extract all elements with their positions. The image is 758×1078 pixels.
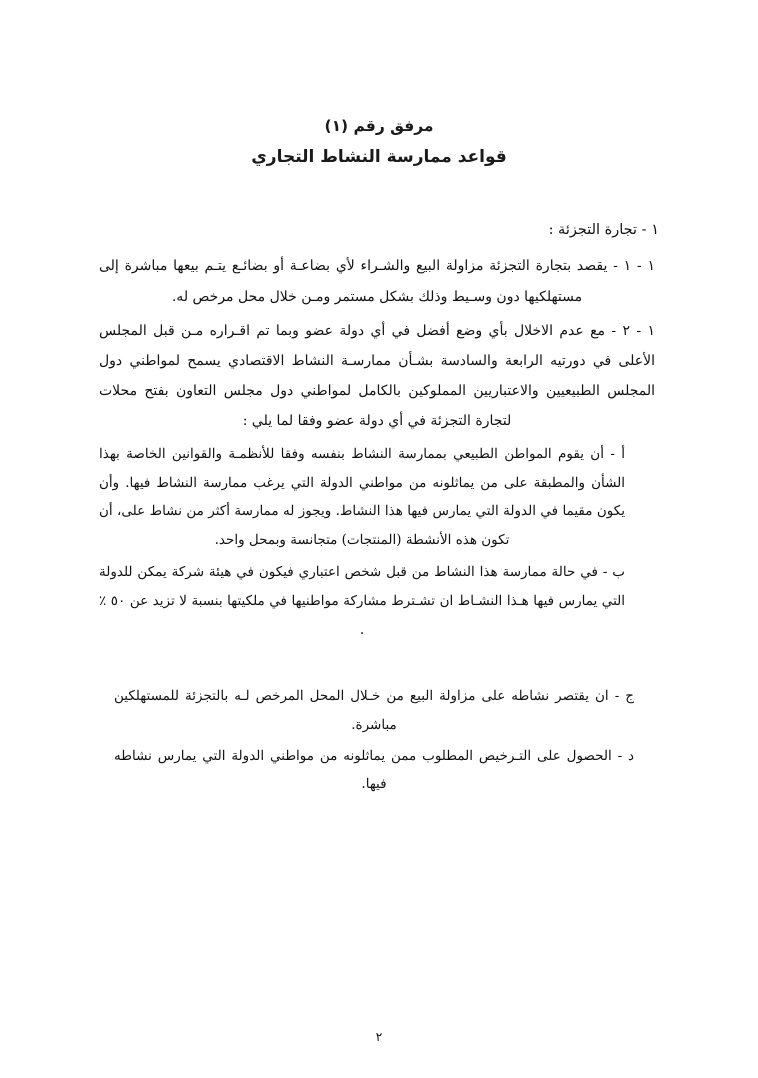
document-title-block (0, 112, 758, 174)
title-annex-number: مرفق رقم (١) (324, 117, 434, 135)
section-heading-retail: ١ - تجارة التجزئة : (548, 221, 659, 238)
paragraph-item-a: أ - أن يقوم المواطن الطبيعي بممارسة النشاط بنفسه وفقا للأنظمـة والقوانين الخاصة بهذا الشأن والمطبقة على من يماثلونه من مواطني الدولة التي يرغب ممارسة النشاط فيها. وأن يكون مقيما في الدولة التي يمارس فيها هذا النشاط. ويجوز له ممارسة أكثر من نشاط على، أن تكون هذه الأنشطة (المنتجات) متجانسة وبمحل واحد. (99, 446, 625, 548)
page-number: ٢ (375, 1029, 383, 1044)
paragraph-1-2: ١ - ٢ - مع عدم الاخلال بأي وضع أفضل في أي دولة عضو وبما تم اقـراره مـن قبل المجلس الأعلى في دورتيه الرابعة والسادسة بشـأن ممارسـة النشاط الاقتصادي يسمح لمواطني دول المجلس الطبيعيين والاعتباريين المملوكين بالكامل لمواطني دول مجلس التعاون بفتح محلات لتجارة التجزئة في أي دولة عضو وفقا لما يلي : (99, 322, 655, 429)
paragraph-item-b: ب - في حالة ممارسة هذا النشاط من قبل شخص اعتباري فيكون في هيئة شركة يمكن للدولة التي يمارس فيها هـذا النشـاط ان تشـترط مشاركة مواطنيها في ملكيتها بنسبة لا تزيد عن ٥٠ ٪ . (99, 564, 626, 638)
document-body-continued (114, 682, 644, 798)
section-spacer (0, 648, 758, 682)
paragraph-item-c: ج - ان يقتصر نشاطه على مزاولة البيع من خـلال المحل المرخص لـه بالتجزئة للمستهلكين مباشرة. (114, 688, 634, 733)
paragraph-item-d: د - الحصول على التـرخيص المطلوب ممن يماثلونه من مواطني الدولة التي يمارس نشاطه فيها. (114, 747, 634, 793)
paragraph-1-1: ١ - ١ - يقصد بتجارة التجزئة مزاولة البيع والشـراء لأي بضاعـة أو بضائـع يتـم بيعها مباشرة إلى مستهلكيها دون وسـيط وذلك بشكل مستمر ومـن خلال محل مرخص له. (99, 258, 656, 305)
document-body (99, 174, 659, 645)
title-main: قواعد ممارسة النشاط التجاري (251, 147, 507, 168)
